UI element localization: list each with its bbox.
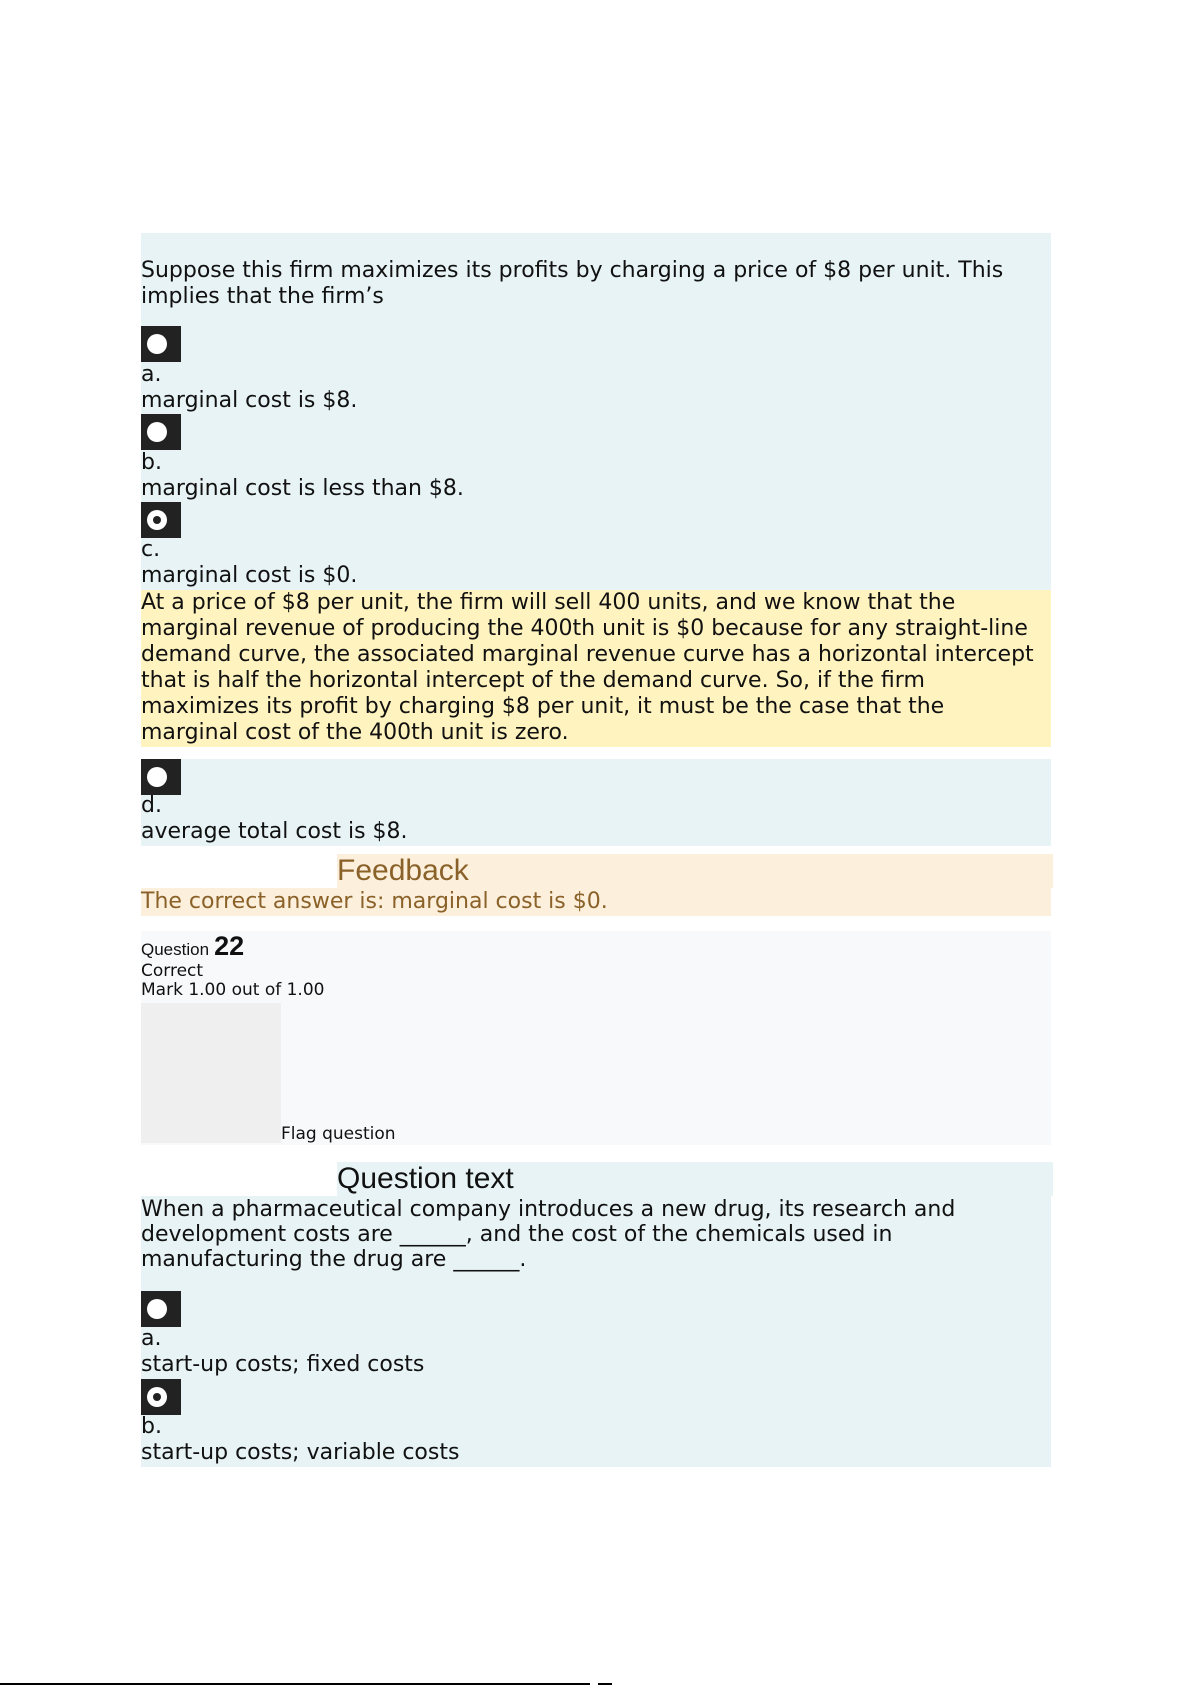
flag-question-link[interactable]: Flag question xyxy=(281,1124,396,1144)
q21-option-c-radio[interactable] xyxy=(141,502,181,538)
q21-option-a-letter: a. xyxy=(141,362,162,387)
q21-feedback-heading: Feedback xyxy=(337,854,469,887)
q21-prompt-line1: Suppose this firm maximizes its profits by charging a price of $8 per unit. This xyxy=(141,258,1004,283)
q21-explanation-line: demand curve, the associated marginal revenue curve has a horizontal intercept xyxy=(141,642,1034,667)
q21-option-c-letter: c. xyxy=(141,537,161,562)
q21-option-b-radio[interactable] xyxy=(141,414,181,450)
q21-option-d-radio[interactable] xyxy=(141,759,181,795)
q22-option-a-radio[interactable] xyxy=(141,1291,181,1327)
q21-option-d-text[interactable]: average total cost is $8. xyxy=(141,819,408,844)
q21-option-c-text[interactable]: marginal cost is $0. xyxy=(141,563,358,588)
q22-status: Correct xyxy=(141,961,204,981)
q21-explanation-line: marginal revenue of producing the 400th unit is $0 because for any straight-line xyxy=(141,616,1028,641)
q21-option-d-letter: d. xyxy=(141,793,162,818)
radio-checked-icon xyxy=(147,510,167,530)
q22-option-b-radio[interactable] xyxy=(141,1379,181,1415)
q22-option-b-text[interactable]: start-up costs; variable costs xyxy=(141,1440,460,1465)
radio-unchecked-icon xyxy=(147,1299,167,1319)
q22-text-heading: Question text xyxy=(337,1162,514,1195)
q21-option-a-radio[interactable] xyxy=(141,326,181,362)
q21-option-b-letter: b. xyxy=(141,450,162,475)
q21-explanation-line: marginal cost of the 400th unit is zero. xyxy=(141,720,569,745)
flag-icon[interactable] xyxy=(141,1003,281,1143)
q21-explanation-line: maximizes its profit by charging $8 per unit, it must be the case that the xyxy=(141,694,945,719)
q21-option-b-text[interactable]: marginal cost is less than $8. xyxy=(141,476,464,501)
radio-unchecked-icon xyxy=(147,767,167,787)
q21-explanation-line: that is half the horizontal intercept of the demand curve. So, if the firm xyxy=(141,668,925,693)
q22-prompt-line: When a pharmaceutical company introduces a new drug, its research and xyxy=(141,1197,956,1222)
q21-explanation-panel xyxy=(141,590,1051,747)
question-number: 22 xyxy=(214,931,245,961)
q21-feedback-text: The correct answer is: marginal cost is $0. xyxy=(141,889,608,914)
q22-prompt-line: manufacturing the drug are ______. xyxy=(141,1247,527,1272)
q22-option-a-letter: a. xyxy=(141,1326,162,1351)
q21-explanation-line: At a price of $8 per unit, the firm will sell 400 units, and we know that the xyxy=(141,590,956,615)
q21-prompt-line2: implies that the firm’s xyxy=(141,284,384,309)
question-label: Question xyxy=(141,940,210,959)
q22-option-a-text[interactable]: start-up costs; fixed costs xyxy=(141,1352,425,1377)
q22-number-label xyxy=(141,931,244,962)
q21-option-a-text[interactable]: marginal cost is $8. xyxy=(141,388,358,413)
q22-prompt-line: development costs are ______, and the cost of the chemicals used in xyxy=(141,1222,893,1247)
radio-unchecked-icon xyxy=(147,334,167,354)
radio-unchecked-icon xyxy=(147,422,167,442)
radio-checked-icon xyxy=(147,1387,167,1407)
q22-option-b-letter: b. xyxy=(141,1414,162,1439)
q22-mark: Mark 1.00 out of 1.00 xyxy=(141,980,325,1000)
